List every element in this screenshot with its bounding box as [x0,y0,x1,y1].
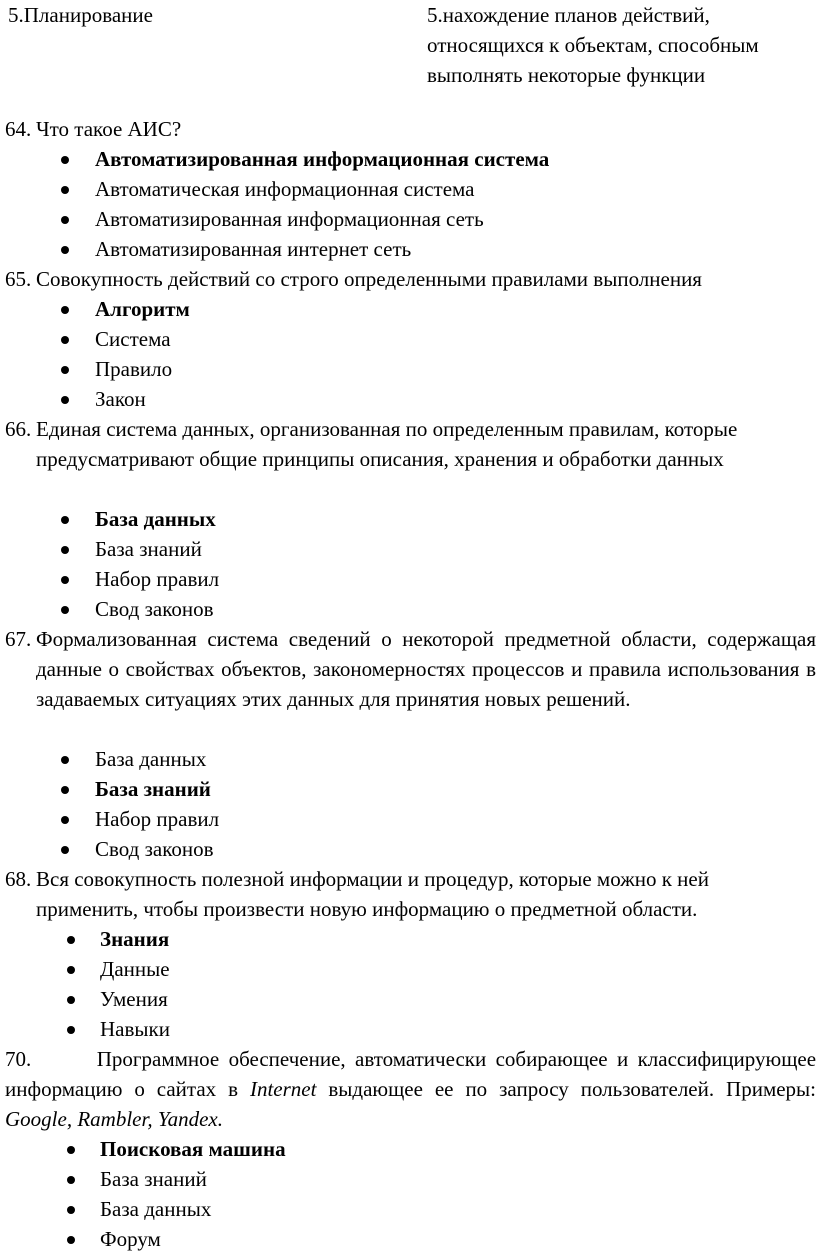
internet-term: Internet [249,1077,317,1101]
option: Набор правил [0,564,816,594]
question-67 [0,624,816,714]
options-65 [0,294,816,414]
question-number: 65. [5,267,32,291]
option: База данных [0,744,816,774]
question-66 [0,414,790,474]
options-64 [0,144,816,264]
option: База данных [0,1194,816,1224]
question-text: Единая система данных, организованная по определенным правилам, которые предусматривают общие принципы описания, хранения и обработки данных [36,417,738,471]
options-70 [0,1134,816,1254]
question-65 [0,264,816,294]
definition-cell [427,0,816,90]
option: Закон [0,384,816,414]
option-correct: Поисковая машина [0,1134,816,1164]
option: Набор правил [0,804,816,834]
option-correct: База данных [0,504,816,534]
definition-line: 5.нахождение планов действий, [427,3,710,27]
options-66 [0,504,816,624]
question-number: 67. [5,627,32,651]
option: Навыки [0,1014,816,1044]
option: Правило [0,354,816,384]
question-number: 70. [5,1047,32,1071]
answer-table-row [0,0,816,90]
question-number: 68. [5,867,32,891]
examples-list: Google, Rambler, Yandex. [5,1107,223,1131]
question-text-part: Программное обеспечение, автоматически собирающее и классифицирующее информацию о сайтах в [5,1047,816,1101]
option-correct: Автоматизированная информационная система [0,144,816,174]
option: Свод законов [0,594,816,624]
option: Данные [0,954,816,984]
question-text [5,1044,816,1134]
question-text: Совокупность действий со строго определенными правилами выполнения [36,267,702,291]
options-67 [0,744,816,864]
definition-line: относящихся к объектам, способным [427,33,759,57]
term-cell: 5.Планирование [8,3,153,27]
option: База знаний [0,1164,816,1194]
definition-line: выполнять некоторые функции [427,63,706,87]
option: Умения [0,984,816,1014]
option-correct: База знаний [0,774,816,804]
question-70 [0,1044,816,1134]
question-text: Что такое АИС? [36,117,182,141]
option: Свод законов [0,834,816,864]
option: Система [0,324,816,354]
option: Автоматическая информационная система [0,174,816,204]
question-number: 64. [5,117,32,141]
option-correct: Знания [0,924,816,954]
option: Форум [0,1224,816,1254]
option-correct: Алгоритм [0,294,816,324]
question-68 [0,864,816,924]
question-text: Вся совокупность полезной информации и процедур, которые можно к ней применить, чтобы произвести новую информацию о предметной области. [36,867,709,921]
option: Автоматизированная интернет сеть [0,234,816,264]
option: База знаний [0,534,816,564]
options-68 [0,924,816,1044]
question-text-part: выдающее ее по запросу пользователей. Примеры: [316,1077,816,1101]
question-text: Формализованная система сведений о некоторой предметной области, содержащая данные о свойствах объектов, закономерностях процессов и правила использования в задаваемых ситуациях этих данных для принятия новых решений. [36,627,816,711]
question-number: 66. [5,417,32,441]
question-64 [0,114,816,144]
option: Автоматизированная информационная сеть [0,204,816,234]
